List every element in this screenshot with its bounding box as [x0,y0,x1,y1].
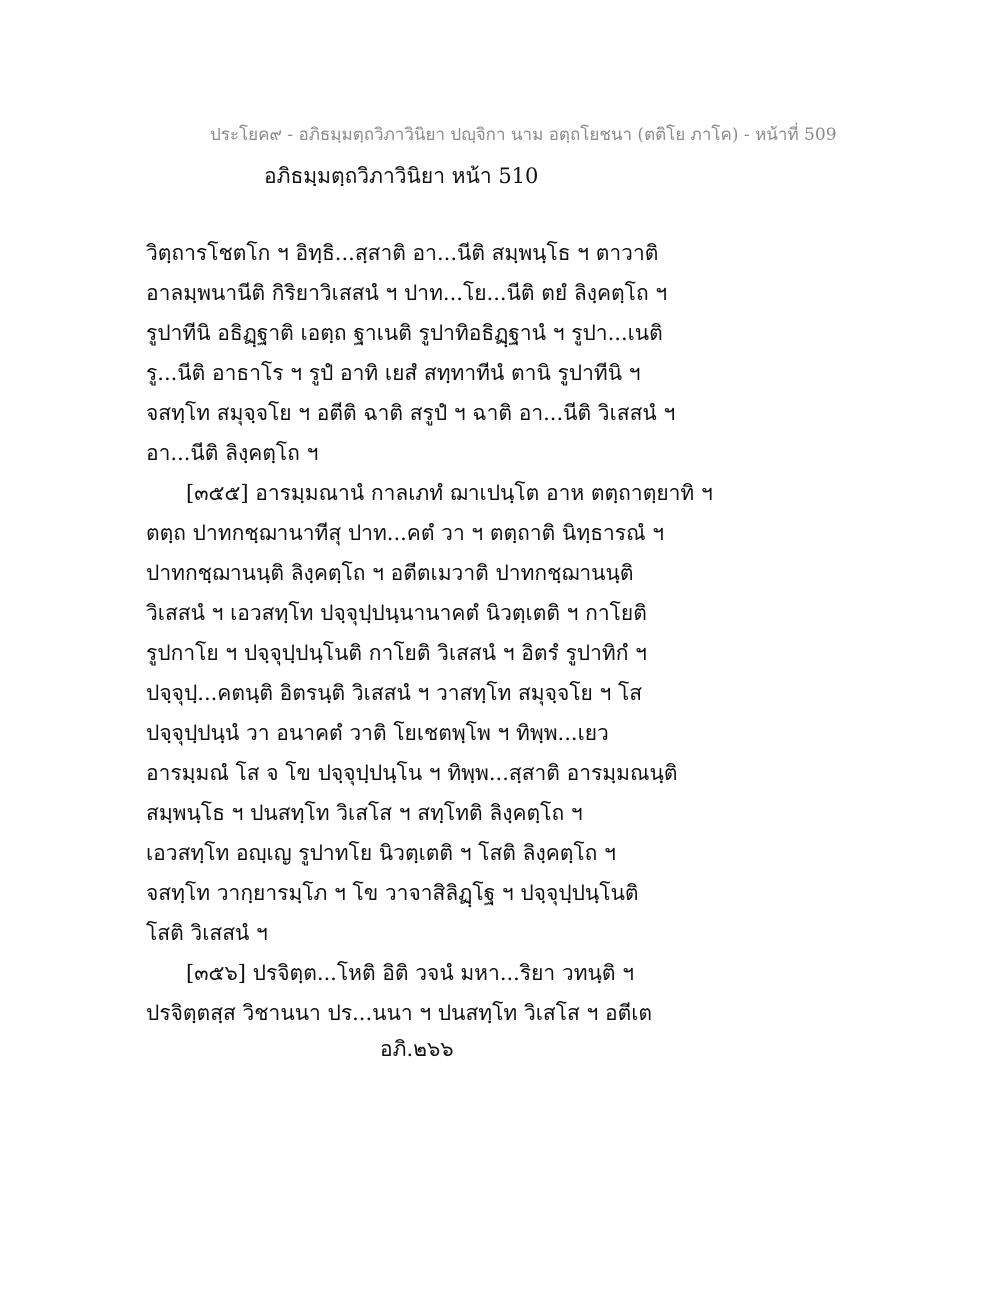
text-line: จสทฺโท สมุจฺจโย ฯ อตีติ ฉาติ สรูปํ ฯ ฉาติ อา...นีติ วิเสสนํ ฯ [146,401,676,425]
body-text [146,233,713,1033]
text-line: ปจฺจุปฺปนฺนํ วา อนาคตํ วาติ โยเชตพฺโพ ฯ ทิพฺพ...เยว [146,721,609,745]
text-line: เอวสทฺโท อญฺเญ รูปาทโย นิวตฺเตติ ฯ โสติ ลิงฺคตฺโถ ฯ [146,841,616,865]
text-line: วิเสสนํ ฯ เอวสทฺโท ปจฺจุปฺปนฺนานาคตํ นิวตฺเตติ ฯ กาโยติ [146,601,647,625]
text-line: ปจฺจุปฺ...คตนฺติ อิตรนฺติ วิเสสนํ ฯ วาสทฺโท สมุจฺจโย ฯ โส [146,681,643,705]
text-line: อาลมฺพนานีติ กิริยาวิเสสนํ ฯ ปาท...โย...นีติ ตยํ ลิงฺคตฺโถ ฯ [146,281,668,305]
text-line: รูปกาโย ฯ ปจฺจุปฺปนฺโนติ กาโยติ วิเสสนํ ฯ อิตรํ รูปาทิกํ ฯ [146,641,647,665]
paragraph-start-355: [๓๕๕] อารมฺมณานํ กาลเภทํ ฌาเปนฺโต อาห ตตฺถาตฺยาทิ ฯ [186,481,713,505]
text-line: โสติ วิเสสนํ ฯ [146,921,268,945]
running-header: ประโยค๙ - อภิธมฺมตฺถวิภาวินิยา ปญฺจิกา นาม อตฺถโยชนา (ตติโย ภาโค) - หน้าที่ 509 [210,125,837,145]
text-line: สมฺพนฺโธ ฯ ปนสทฺโท วิเสโส ฯ สทฺโทติ ลิงฺคตฺโถ ฯ [146,801,583,825]
text-line: ตตฺถ ปาทกชฺฌานาทีสุ ปาท...คตํ วา ฯ ตตฺถาติ นิทฺธารณํ ฯ [146,521,665,545]
text-line: จสทฺโท วากฺยารมฺโภ ฯ โข วาจาสิลิฏฺโฐ ฯ ปจฺจุปฺปนฺโนติ [146,881,639,905]
text-line: อารมฺมณํ โส จ โข ปจฺจุปฺปนฺโน ฯ ทิพฺพ...สฺสาติ อารมฺมณนฺติ [146,761,678,785]
text-line: อา...นีติ ลิงฺคตฺโถ ฯ [146,441,319,465]
text-line: ปรจิตฺตสฺส วิชานนา ปร...นนา ฯ ปนสทฺโท วิเสโส ฯ อตีเต [146,1001,653,1025]
text-line: รูปาทีนิ อธิฏฺฐาติ เอตฺถ ฐาเนติ รูปาทิอธิฏฺฐานํ ฯ รูปา...เนติ [146,321,663,345]
text-line: ปาทกชฺฌานนฺติ ลิงฺคตฺโถ ฯ อตีตเมวาติ ปาทกชฺฌานนฺติ [146,561,634,585]
page-title: อภิธมฺมตฺถวิภาวินิยา หน้า 510 [264,164,539,188]
page-footer: อภิ.๒๖๖ [380,1037,454,1061]
paragraph-start-356: [๓๕๖] ปรจิตฺต...โหติ อิติ วจนํ มหา...ริยา วทนฺติ ฯ [186,961,634,985]
text-line: วิตฺถารโชตโก ฯ อิทฺธิ...สฺสาติ อา...นีติ สมฺพนฺโธ ฯ ตาวาติ [146,241,659,265]
text-line: รู...นีติ อาธาโร ฯ รูปํ อาทิ เยสํ สทฺทาทีนํ ตานิ รูปาทีนิ ฯ [146,361,641,385]
